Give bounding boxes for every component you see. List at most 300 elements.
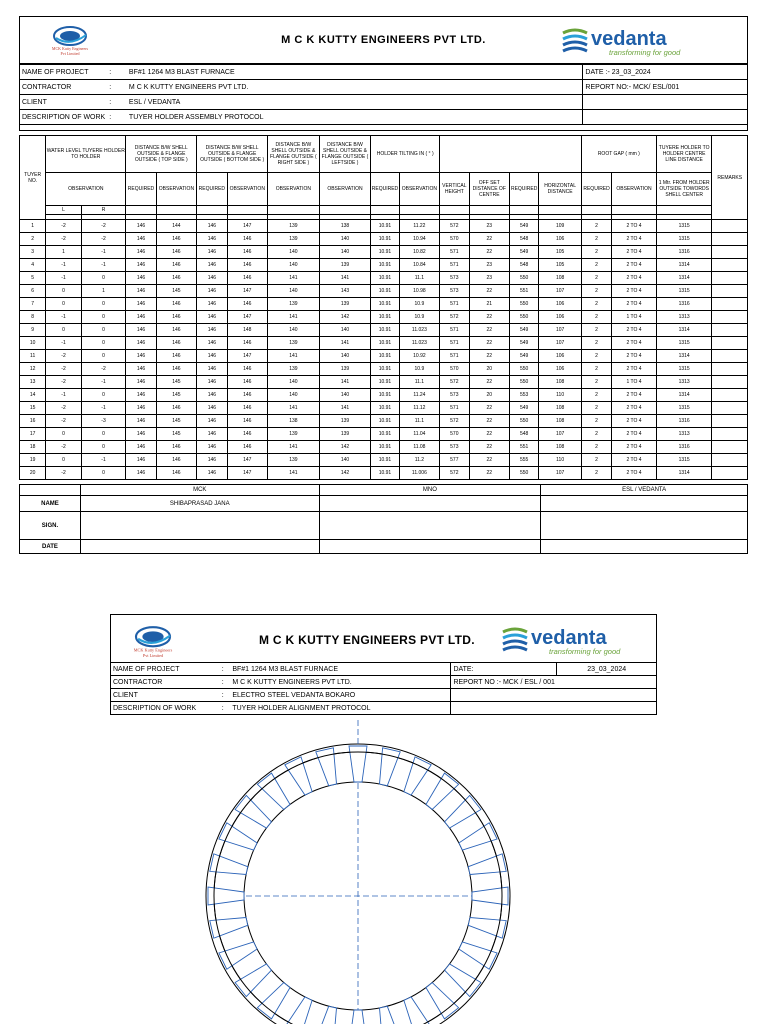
table-cell: 573 [440,389,469,402]
info-right [583,95,748,110]
table-cell: 549 [510,324,539,337]
table-cell: 22 [469,376,510,389]
table-cell: 1315 [656,285,712,298]
table-cell: 572 [440,415,469,428]
table-cell: 571 [440,298,469,311]
table-cell: 1316 [656,441,712,454]
table-cell: -2 [81,363,126,376]
th-dist-bottom: DISTANCE B/W SHELL OUTSIDE & FLANGE OUTSIDE ( BOTTOM SIDE ) [197,136,268,173]
table-cell: 13 [20,376,46,389]
table-cell: 16 [20,415,46,428]
table-cell: 146 [126,233,156,246]
table-cell: 548 [510,233,539,246]
table-cell: 146 [156,454,197,467]
table-cell: 11.023 [399,337,440,350]
table-cell: 22 [469,337,510,350]
table-cell: 2 [581,350,611,363]
info-right-value: 23_03_2024 [557,663,657,676]
table-cell: 146 [227,337,268,350]
table-row [20,441,748,454]
signoff-esl: ESL / VEDANTA [541,485,748,496]
table-cell: 570 [440,363,469,376]
table-cell: 10.91 [371,259,399,272]
table-cell: 549 [510,220,539,233]
table-cell: 23 [469,272,510,285]
table-cell: 0 [46,428,81,441]
table-cell: 139 [268,298,320,311]
table-cell: 1315 [656,233,712,246]
table-cell: 10.91 [371,441,399,454]
table-cell: 10.91 [371,454,399,467]
mck-logo-line2: Pvt Limited [142,652,164,658]
table-cell: 145 [156,376,197,389]
table-cell: -2 [46,402,81,415]
th-required: REQUIRED [581,173,611,206]
table-cell: 146 [197,389,227,402]
table-cell: 146 [156,324,197,337]
table-row [20,259,748,272]
table-cell: 107 [539,428,582,441]
table-cell: 2 [581,324,611,337]
table-cell: 570 [440,233,469,246]
table-cell: 146 [156,298,197,311]
info-value: BF#1 1264 M3 BLAST FURNACE [127,65,583,80]
remarks-cell [712,415,748,428]
table-cell: 14 [20,389,46,402]
table-cell: 549 [510,402,539,415]
table-cell: 146 [197,337,227,350]
table-cell: 10.82 [399,246,440,259]
table-cell: 2 [581,272,611,285]
table-cell: 105 [539,259,582,272]
tuyere-holder [380,748,401,786]
table-cell: 23 [469,220,510,233]
table-cell: 108 [539,415,582,428]
table-cell: 571 [440,402,469,415]
table-cell: 106 [539,298,582,311]
table-cell: 1316 [656,298,712,311]
table-cell: 140 [319,350,371,363]
table-cell: 146 [126,259,156,272]
info-value: ELECTRO STEEL VEDANTA BOKARO [230,689,451,702]
table-cell: 1313 [656,311,712,324]
table-cell: 146 [197,285,227,298]
table-cell: 10.91 [371,311,399,324]
table-cell: 145 [156,389,197,402]
table-cell: 142 [319,311,371,324]
tuyere-holder [208,887,244,905]
table-cell: 146 [156,337,197,350]
table-cell: 11.08 [399,441,440,454]
info-row [111,663,657,676]
table-cell: 146 [126,428,156,441]
th-observation: OBSERVATION [227,173,268,206]
table-cell: 571 [440,350,469,363]
table-cell: 146 [197,415,227,428]
table-cell: 110 [539,389,582,402]
table-cell: 0 [81,441,126,454]
info-separator: : [107,110,127,125]
table-cell: 109 [539,220,582,233]
th-dist-left: DISTANCE B/W SHELL OUTSIDE & FLANGE OUTSIDE ( LEFTSIDE ) [319,136,371,173]
table-cell: 147 [227,311,268,324]
table-cell: 141 [268,350,320,363]
remarks-cell [712,389,748,402]
th-observation: OBSERVATION [612,173,657,206]
tuyere-holder [468,854,506,875]
info-label: DESCRIPTION OF WORK [20,110,108,125]
table-cell: 140 [319,324,371,337]
table-cell: 107 [539,324,582,337]
table-cell: 0 [46,324,81,337]
table-cell: 10.91 [371,337,399,350]
table-row [20,402,748,415]
table-row [20,415,748,428]
table-cell: 2 [20,233,46,246]
signoff-mck: MCK [80,485,319,496]
table-cell: 10.91 [371,220,399,233]
table-cell: 110 [539,454,582,467]
table-cell: 549 [510,246,539,259]
table-cell: 11 [20,350,46,363]
table-cell: 106 [539,233,582,246]
th-remarks: REMARKS [712,136,748,220]
table-cell: 139 [268,337,320,350]
table-cell: 1315 [656,337,712,350]
table-cell: 146 [126,311,156,324]
table-cell: 1 TO 4 [612,376,657,389]
table-cell: -2 [46,376,81,389]
table-cell: 19 [20,454,46,467]
table-cell: 572 [440,376,469,389]
table-cell: 1316 [656,415,712,428]
table-cell: 11.006 [399,467,440,480]
table-row [20,246,748,259]
table-cell: 146 [227,233,268,246]
table-cell: 1314 [656,467,712,480]
table-cell: 1314 [656,259,712,272]
table-cell: 139 [268,220,320,233]
table-cell: 22 [469,415,510,428]
table-cell: -1 [81,259,126,272]
remarks-cell [712,467,748,480]
mck-logo-line2: Pvt Limited [60,51,80,56]
info-label: CONTRACTOR [111,676,220,689]
table-cell: 146 [126,402,156,415]
tuyere-holder [349,746,367,782]
table-cell: 549 [510,337,539,350]
table-cell: 2 [581,311,611,324]
table-cell: 10.92 [399,350,440,363]
remarks-cell [712,441,748,454]
info-right-label [451,702,557,715]
table-cell: 22 [469,324,510,337]
tuyere-holder [285,757,312,795]
table-cell: 11.22 [399,220,440,233]
table-cell: 1314 [656,389,712,402]
table-cell: 0 [81,311,126,324]
remarks-cell [712,363,748,376]
tuyere-holder [459,823,497,850]
table-cell: 145 [156,415,197,428]
table-cell: 10.98 [399,285,440,298]
table-cell: 1314 [656,272,712,285]
remarks-cell [712,350,748,363]
table-cell: 2 TO 4 [612,350,657,363]
table-row [20,467,748,480]
table-cell: 142 [319,467,371,480]
table-row [20,233,748,246]
table-cell: 146 [197,220,227,233]
table-cell: 553 [510,389,539,402]
table-cell: 146 [126,220,156,233]
table-cell: 22 [469,311,510,324]
table-cell: 577 [440,454,469,467]
table-cell: 2 TO 4 [612,324,657,337]
table-cell: 20 [469,363,510,376]
table-cell: 571 [440,337,469,350]
table-cell: 146 [197,467,227,480]
table-cell: 146 [227,428,268,441]
table-cell: 22 [469,454,510,467]
table-cell: 2 [581,337,611,350]
info-row [111,702,657,715]
table-cell: 107 [539,337,582,350]
table-cell: 147 [227,220,268,233]
table-cell: 146 [156,246,197,259]
table-cell: 146 [156,259,197,272]
table-cell: 6 [20,285,46,298]
table-cell: 20 [20,467,46,480]
table-cell: 108 [539,272,582,285]
table-cell: 141 [319,376,371,389]
table-cell: 140 [319,454,371,467]
table-row [20,324,748,337]
table-cell: 1315 [656,220,712,233]
table-cell: 10.91 [371,233,399,246]
table-cell: 139 [319,259,371,272]
table-cell: 146 [197,350,227,363]
th-r: R [81,206,126,215]
table-cell: 146 [126,337,156,350]
project-info-table-2 [110,662,657,715]
table-row [20,311,748,324]
table-row [20,428,748,441]
table-cell: 1 TO 4 [612,311,657,324]
table-cell: 550 [510,376,539,389]
remarks-cell [712,454,748,467]
table-cell: 108 [539,376,582,389]
table-cell: 18 [20,441,46,454]
table-cell: 146 [126,415,156,428]
table-cell: 139 [268,454,320,467]
signoff-mno: MNO [319,485,541,496]
table-cell: 10.94 [399,233,440,246]
table-cell: 548 [510,428,539,441]
table-cell: 139 [319,415,371,428]
table-cell: 2 TO 4 [612,233,657,246]
table-cell: 144 [156,220,197,233]
th-root-gap: ROOT GAP ( mm ) [581,136,656,173]
table-cell: 550 [510,415,539,428]
table-cell: 550 [510,298,539,311]
th-holder-centre: TUYERE HOLDER TO HOLDER CENTRE LINE DISTANCE [656,136,712,173]
table-cell: 0 [81,337,126,350]
table-cell: 2 TO 4 [612,272,657,285]
info-separator: : [107,65,127,80]
table-cell: 22 [469,246,510,259]
table-cell: 2 TO 4 [612,246,657,259]
th-required: REQUIRED [126,173,156,206]
table-cell: 1315 [656,363,712,376]
table-cell: 146 [197,298,227,311]
remarks-cell [712,337,748,350]
th-observation: OBSERVATION [268,173,320,206]
table-cell: 141 [268,272,320,285]
info-right [583,110,748,125]
tuyere-holder [210,854,248,875]
table-cell: 550 [510,467,539,480]
table-cell: -1 [46,337,81,350]
th-observation: OBSERVATION [46,173,126,206]
tuyere-holder [316,1006,337,1024]
table-cell: 2 [581,259,611,272]
table-cell: 2 [581,233,611,246]
info-right: DATE :- 23_03_2024 [583,65,748,80]
table-cell: 146 [197,363,227,376]
table-cell: -1 [81,454,126,467]
tuyere-holder [210,918,248,939]
table-cell: 146 [227,441,268,454]
table-cell: 2 TO 4 [612,298,657,311]
table-cell: 140 [268,376,320,389]
table-cell: 571 [440,259,469,272]
table-cell: 572 [440,220,469,233]
table-cell: 550 [510,363,539,376]
table-cell: 11.023 [399,324,440,337]
table-cell: 146 [156,402,197,415]
table-cell: 140 [268,246,320,259]
table-cell: 10.91 [371,389,399,402]
table-row [20,350,748,363]
alignment-protocol-sheet [110,614,657,715]
table-cell: 10.91 [371,272,399,285]
table-cell: 8 [20,311,46,324]
table-cell: 22 [469,428,510,441]
table-cell: 2 TO 4 [612,337,657,350]
table-cell: 139 [319,363,371,376]
table-cell: 5 [20,272,46,285]
remarks-cell [712,298,748,311]
company-title: M C K KUTTY ENGINEERS PVT LTD. [259,633,475,647]
table-cell: 555 [510,454,539,467]
table-cell: 146 [197,441,227,454]
table-cell: 140 [268,259,320,272]
table-cell: 10.9 [399,298,440,311]
tuyere-holder [349,1010,367,1024]
table-cell: 141 [319,272,371,285]
table-row [20,389,748,402]
table-cell: 10.91 [371,402,399,415]
mck-logo-line1: MCK Kutty Engineers [133,647,173,653]
table-cell: 2 TO 4 [612,285,657,298]
tuyere-holder [316,748,337,786]
signoff-table [19,484,748,554]
table-cell: 139 [268,233,320,246]
table-cell: 1 [46,246,81,259]
table-cell: 146 [126,246,156,259]
table-cell: 146 [197,272,227,285]
info-row [20,80,748,95]
table-cell: 146 [197,454,227,467]
table-cell: 148 [227,324,268,337]
table-cell: 146 [156,467,197,480]
table-cell: 1 [20,220,46,233]
table-cell: 22 [469,441,510,454]
table-cell: -1 [81,246,126,259]
th-required: REQUIRED [371,173,399,206]
info-row [111,689,657,702]
table-cell: 140 [319,389,371,402]
remarks-cell [712,402,748,415]
table-cell: 22 [469,467,510,480]
info-separator: : [220,689,231,702]
table-row [20,285,748,298]
th-water-level: WATER LEVEL TUYERE HOLDER TO HOLDER [46,136,126,173]
table-cell: 107 [539,467,582,480]
table-cell: 147 [227,350,268,363]
table-cell: -1 [81,402,126,415]
table-cell: 146 [126,376,156,389]
table-cell: 0 [81,389,126,402]
table-cell: 138 [268,415,320,428]
info-label: DESCRIPTION OF WORK [111,702,220,715]
table-row [20,363,748,376]
tuyere-holder [219,823,257,850]
table-cell: 2 [581,246,611,259]
info-right-value [557,676,657,689]
info-value: M C K KUTTY ENGINEERS PVT LTD. [230,676,451,689]
table-cell: 573 [440,285,469,298]
table-cell: 21 [469,298,510,311]
th-vertical-height: VERTICAL HEIGHT [440,173,469,206]
table-cell: 146 [126,298,156,311]
remarks-cell [712,376,748,389]
table-cell: 106 [539,363,582,376]
vedanta-logo-name: vedanta [531,627,607,649]
info-right-label: REPORT NO :- MCK / ESL / 001 [451,676,557,689]
table-cell: 11.1 [399,415,440,428]
table-cell: 138 [319,220,371,233]
table-cell: 141 [319,402,371,415]
table-cell: 146 [126,454,156,467]
table-cell: 571 [440,246,469,259]
table-cell: 140 [268,324,320,337]
info-value: TUYER HOLDER ASSEMBLY PROTOCOL [127,110,583,125]
table-cell: 146 [197,246,227,259]
info-separator: : [107,80,127,95]
remarks-cell [712,311,748,324]
remarks-cell [712,324,748,337]
info-label: NAME OF PROJECT [20,65,108,80]
assembly-data-table [19,135,748,480]
table-cell: 146 [156,441,197,454]
table-cell: 10.91 [371,363,399,376]
tuyere-holder [404,997,431,1024]
info-row [20,95,748,110]
info-separator: : [220,663,231,676]
th-required: REQUIRED [197,173,227,206]
